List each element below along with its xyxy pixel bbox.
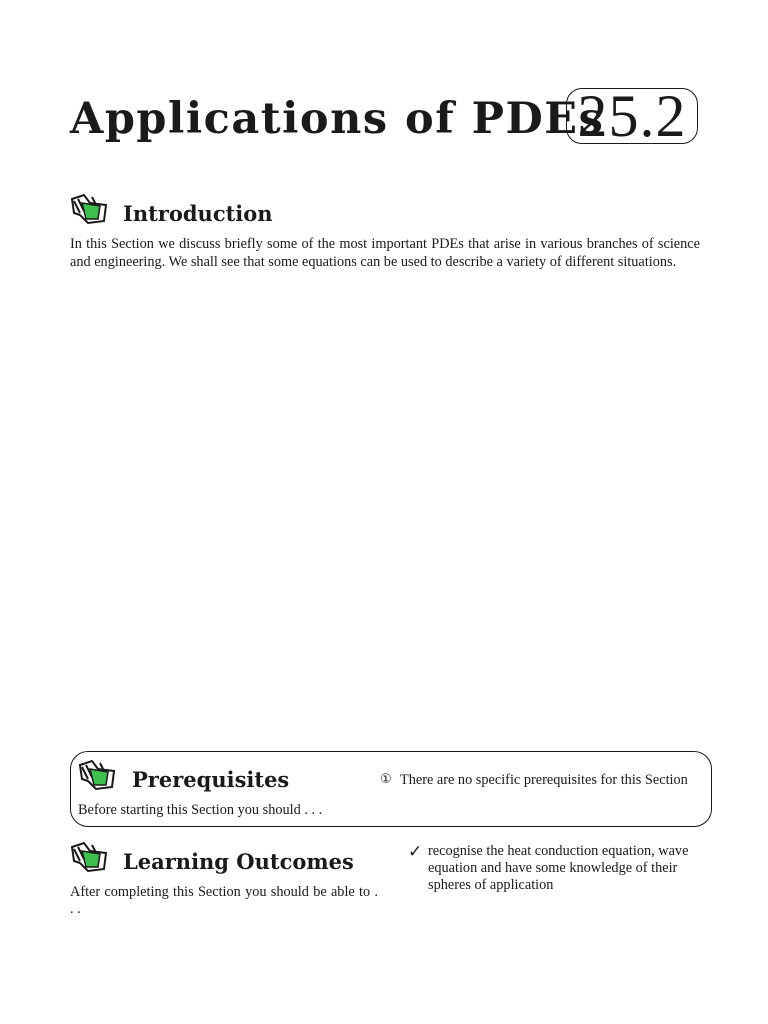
learning-outcomes-heading: Learning Outcomes xyxy=(123,849,354,874)
learning-outcome-item: recognise the heat conduction equation, wave equation and have some knowledge of their spheres of application xyxy=(428,843,689,893)
introduction-text: In this Section we discuss briefly some of the most important PDEs that arise in various branches of science and engineering. We shall see that some equations can be used to describe a variety of different situations. xyxy=(70,236,700,270)
prerequisites-heading: Prerequisites xyxy=(132,767,290,792)
checkmark-icon: ✓ xyxy=(408,842,423,862)
section-number-badge: 25.2 xyxy=(566,88,698,144)
page-title: Applications of PDEs xyxy=(70,94,605,144)
prerequisites-lead: Before starting this Section you should . . . xyxy=(78,802,323,818)
pointing-hand-icon xyxy=(70,841,110,875)
introduction-heading: Introduction xyxy=(123,201,273,226)
pointing-hand-icon xyxy=(70,193,110,227)
prerequisite-marker: ① xyxy=(380,772,392,787)
learning-outcomes-lead: After completing this Section you should be able to . . . xyxy=(70,884,378,917)
prerequisite-item: There are no specific prerequisites for this Section xyxy=(400,772,688,788)
pointing-hand-icon xyxy=(78,759,118,793)
